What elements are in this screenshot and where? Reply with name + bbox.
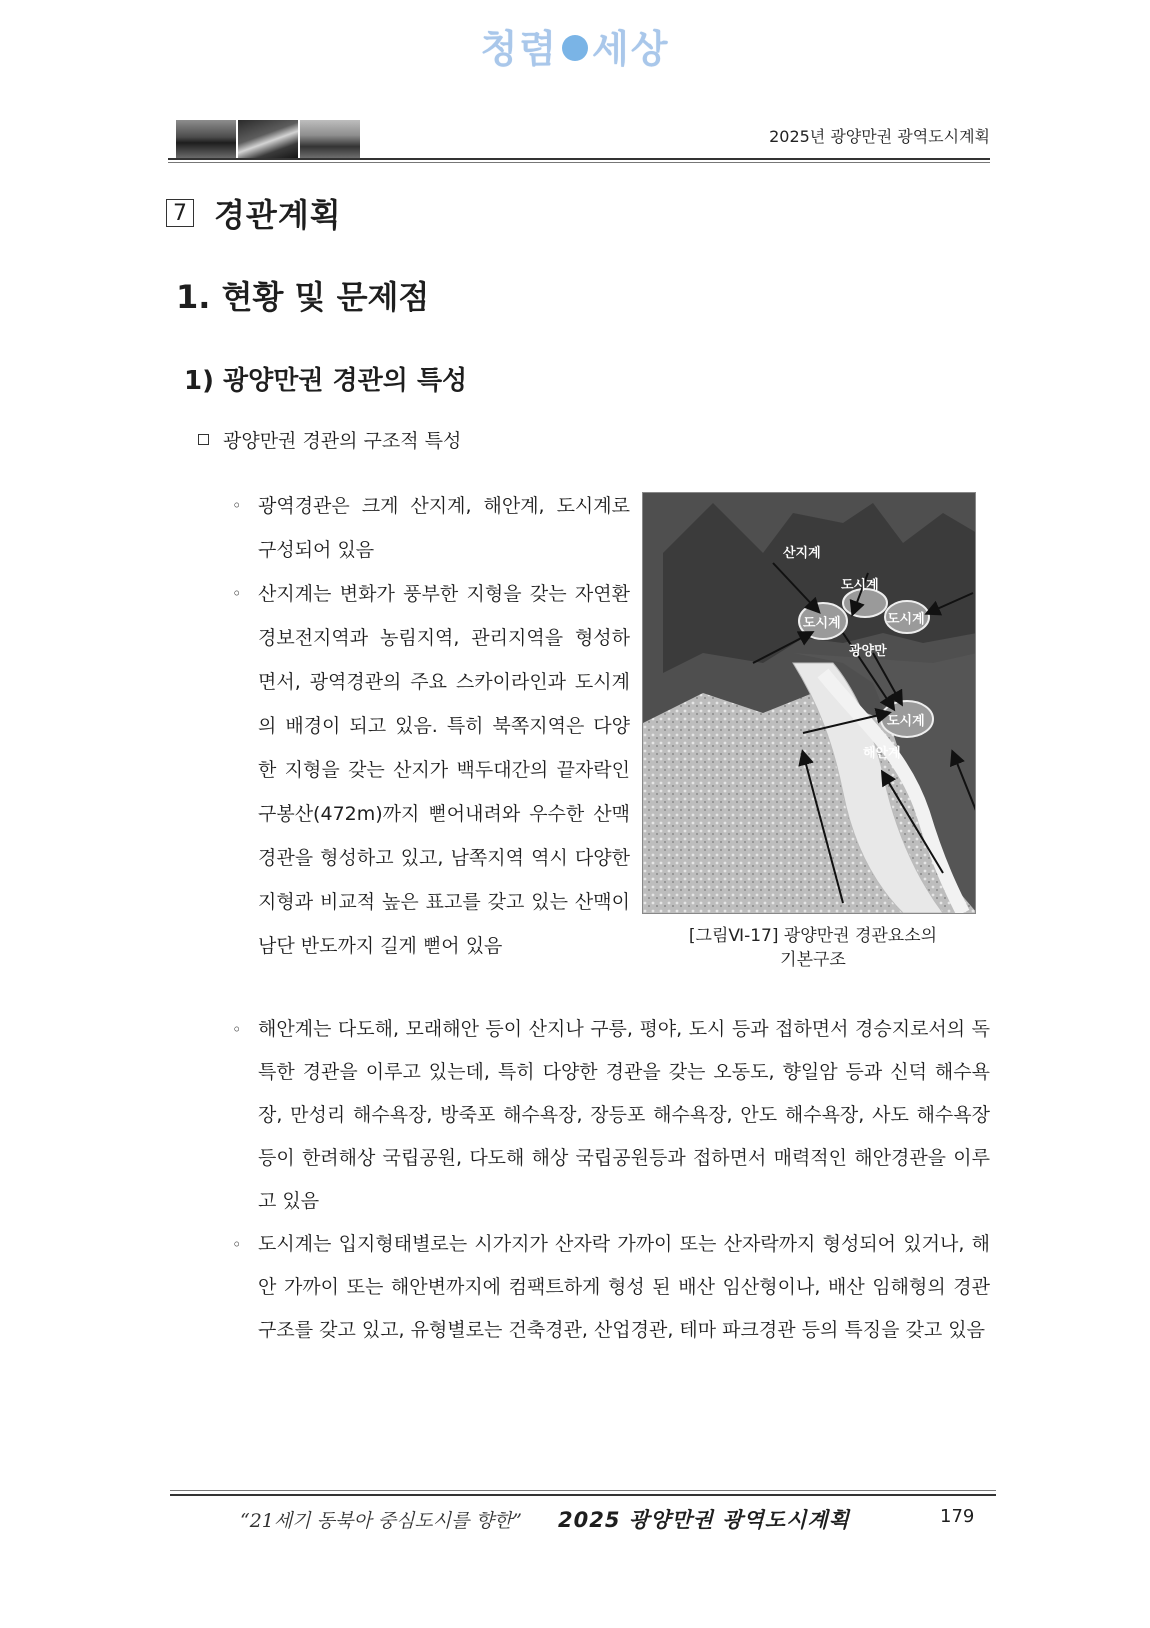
section-number: 7 xyxy=(166,199,194,227)
list-item-text: 산지계는 변화가 풍부한 지형을 갖는 자연환경보전지역과 농림지역, 관리지역을 형성하면서, 광역경관의 주요 스카이라인과 도시계의 배경이 되고 있음. 특히 북쪽지역은 다양한 지형을 갖는 산지가 백두대간의 끝자락인 구봉산(472m)까지 뻗어내려와 우수한 산맥경관을 형성하고 있고, 남쪽지역 역시 다양한 지형과 비교적 높은 표고를 갖고 있는 산맥이 남단 반도까지 길게 뻗어 있음 xyxy=(258,583,630,957)
header-title: 2025년 광양만권 광역도시계획 xyxy=(769,127,990,146)
header-rule xyxy=(168,158,990,160)
heading-2: 1) 광양만권 경관의 특성 xyxy=(184,366,468,396)
page-footer xyxy=(0,1506,1150,1536)
landscape-structure-map xyxy=(642,492,976,914)
map-label-bay: 광양만 xyxy=(849,644,887,659)
header-rule-thin xyxy=(168,162,990,163)
logo xyxy=(0,18,1150,73)
bullet-list-bottom xyxy=(232,1008,990,1352)
list-item xyxy=(232,1223,990,1352)
map-label-city-1: 도시계 xyxy=(841,578,879,593)
list-item-text: 해안계는 다도해, 모래해안 등이 산지나 구릉, 평야, 도시 등과 접하면서 경승지로서의 독특한 경관을 이루고 있는데, 특히 다양한 경관을 갖는 오동도, 향일암 등과 신덕 해수욕장, 만성리 해수욕장, 방죽포 해수욕장, 장등포 해수욕장, 안도 해수욕장, 사도 해수욕장 등이 한려해상 국립공원, 다도해 해상 국립공원등과 접하면서 매력적인 해안경관을 이루고 있음 xyxy=(258,1018,990,1212)
map-label-mountain: 산지계 xyxy=(783,546,821,561)
bullet-marker-icon: ◦ xyxy=(232,1020,242,1039)
map-label-city-4: 도시계 xyxy=(887,714,925,729)
map-label-coast: 해안계 xyxy=(863,746,901,761)
footer-rule-thin xyxy=(170,1490,996,1491)
footer-plan-title: 2025 광양만권 광역도시계획 xyxy=(558,1508,850,1532)
bullet-list-top xyxy=(232,484,630,968)
bullet-marker-icon: ◦ xyxy=(232,584,242,603)
list-item xyxy=(232,484,630,572)
bullet-marker-icon: ◦ xyxy=(232,496,242,515)
header-photo-sea xyxy=(176,120,236,158)
page-number: 179 xyxy=(940,1506,975,1527)
heading-1: 1. 현황 및 문제점 xyxy=(176,278,430,316)
logo-globe-icon xyxy=(562,35,588,61)
logo-text-right: 세상 xyxy=(592,27,670,71)
bullet-marker-icon: ◦ xyxy=(232,1235,242,1254)
header-photos xyxy=(176,120,360,158)
figure-caption-line-1: [그림Ⅵ-17] 광양만권 경관요소의 xyxy=(688,926,938,946)
figure-caption xyxy=(648,924,978,972)
footer-slogan: “21세기 동북아 중심도시를 향한” xyxy=(240,1510,522,1532)
page-header xyxy=(168,112,990,164)
list-item xyxy=(232,1008,990,1223)
list-item-text: 광역경관은 크게 산지계, 해안계, 도시계로 구성되어 있음 xyxy=(258,495,630,561)
header-photo-city xyxy=(300,120,360,158)
checkbox-square-icon xyxy=(198,434,209,445)
list-item xyxy=(232,572,630,968)
map-image xyxy=(643,493,976,914)
section-title: 경관계획 xyxy=(214,196,342,234)
figure-caption-line-2: 기본구조 xyxy=(780,950,846,970)
list-item-text: 도시계는 입지형태별로는 시가지가 산자락 가까이 또는 산자락까지 형성되어 있거나, 해안 가까이 또는 해안변까지에 컴팩트하게 형성 된 배산 임산형이나, 배산 임해형의 경관구조를 갖고 있고, 유형별로는 건축경관, 산업경관, 테마 파크경관 등의 특징을 갖고 있음 xyxy=(258,1233,990,1341)
map-label-city-3: 도시계 xyxy=(887,612,925,627)
map-label-city-2: 도시계 xyxy=(803,616,841,631)
heading-3 xyxy=(198,426,461,453)
header-photo-river xyxy=(238,120,298,158)
heading-3-text: 광양만권 경관의 구조적 특성 xyxy=(223,430,462,452)
logo-text-left: 청렴 xyxy=(480,27,558,71)
section-heading xyxy=(166,190,342,236)
footer-rule xyxy=(170,1494,996,1496)
